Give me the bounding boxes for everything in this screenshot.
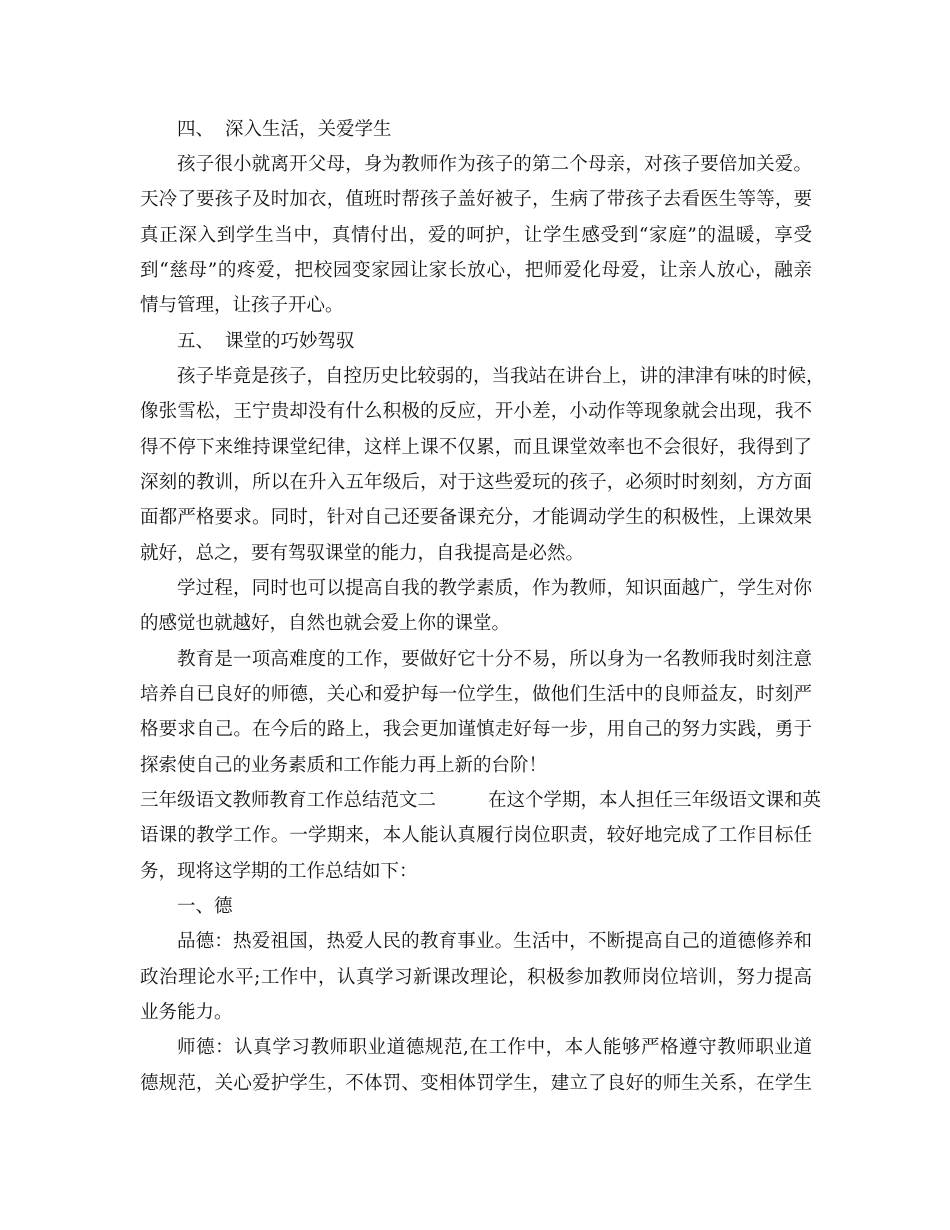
section-heading-4 [177, 118, 812, 142]
paragraph-line: 像张雪松，王宁贵却没有什么积极的反应，开小差，小动作等现象就会出现，我不 [140, 401, 812, 422]
paragraph-line: 深刻的教训，所以在升入五年级后，对于这些爱玩的孩子，必须时时刻刻，方方面 [140, 472, 812, 493]
section-heading-1: 一、德 [177, 896, 233, 917]
paragraph-line: 面都严格要求。同时，针对自己还要备课充分，才能调动学生的积极性，上课效果 [140, 507, 812, 528]
paragraph-line: 天冷了要孩子及时加衣，值班时帮孩子盖好被子，生病了带孩子去看医生等等，要 [140, 189, 812, 210]
paragraph-line: 业务能力。 [140, 1002, 233, 1023]
paragraph-line: 学过程，同时也可以提高自我的教学素质，作为教师，知识面越广，学生对你 [177, 578, 812, 599]
paragraph-line: 真正深入到学生当中，真情付出，爱的呵护，让学生感受到“家庭”的温暖，享受 [140, 225, 812, 246]
paragraph-line: 探索使自己的业务素质和工作能力再上新的台阶！ [140, 755, 548, 776]
paragraph-line: 孩子毕竟是孩子，自控历史比较弱的，当我站在讲台上，讲的津津有味的时候， [177, 366, 825, 387]
section-number: 四、 [177, 119, 215, 140]
paragraph-line: 格要求自己。在今后的路上，我会更加谨慎走好每一步，用自己的努力实践，勇于 [140, 719, 812, 740]
paragraph-line: 的感觉也就越好，自然也就会爱上你的课堂。 [140, 613, 511, 634]
paragraph-line: 培养自已良好的师德，关心和爱护每一位学生，做他们生活中的良师益友，时刻严 [140, 684, 812, 705]
article-intro: 在这个学期，本人担任三年级语文课和英 [488, 790, 822, 811]
paragraph-line: 德规范，关心爱护学生，不体罚、变相体罚学生，建立了良好的师生关系，在学生 [140, 1073, 812, 1094]
paragraph-line: 孩子很小就离开父母，身为教师作为孩子的第二个母亲，对孩子要倍加关爱。 [177, 154, 812, 175]
section-title: 课堂的巧妙驾驭 [225, 331, 355, 352]
paragraph-line: 师德：认真学习教师职业道德规范,在工作中，本人能够严格遵守教师职业道 [177, 1037, 812, 1058]
article-title: 三年级语文教师教育工作总结范文二 [140, 790, 437, 811]
section-heading-5 [177, 330, 812, 354]
paragraph-line: 务，现将这学期的工作总结如下： [140, 861, 418, 882]
paragraph-line: 品德：热爱祖国，热爱人民的教育事业。生活中，不断提高自己的道德修养和 [177, 931, 812, 952]
paragraph-line: 得不停下来维持课堂纪律，这样上课不仅累，而且课堂效率也不会很好，我得到了 [140, 437, 812, 458]
section-number: 五、 [177, 331, 215, 352]
paragraph-line: 到“慈母”的疼爱，把校园变家园让家长放心，把师爱化母爱，让亲人放心，融亲 [140, 260, 812, 281]
paragraph-line: 就好，总之，要有驾驭课堂的能力，自我提高是必然。 [140, 543, 585, 564]
section-title: 深入生活，关爱学生 [225, 119, 392, 140]
paragraph-line: 情与管理，让孩子开心。 [140, 295, 344, 316]
paragraph-line: 语课的教学工作。一学期来，本人能认真履行岗位职责，较好地完成了工作目标任 [140, 825, 812, 846]
paragraph-line: 政治理论水平;工作中，认真学习新课改理论，积极参加教师岗位培训，努力提高 [140, 967, 812, 988]
article2-title-line [140, 789, 822, 813]
paragraph-line: 教育是一项高难度的工作，要做好它十分不易，所以身为一名教师我时刻注意 [177, 649, 812, 670]
